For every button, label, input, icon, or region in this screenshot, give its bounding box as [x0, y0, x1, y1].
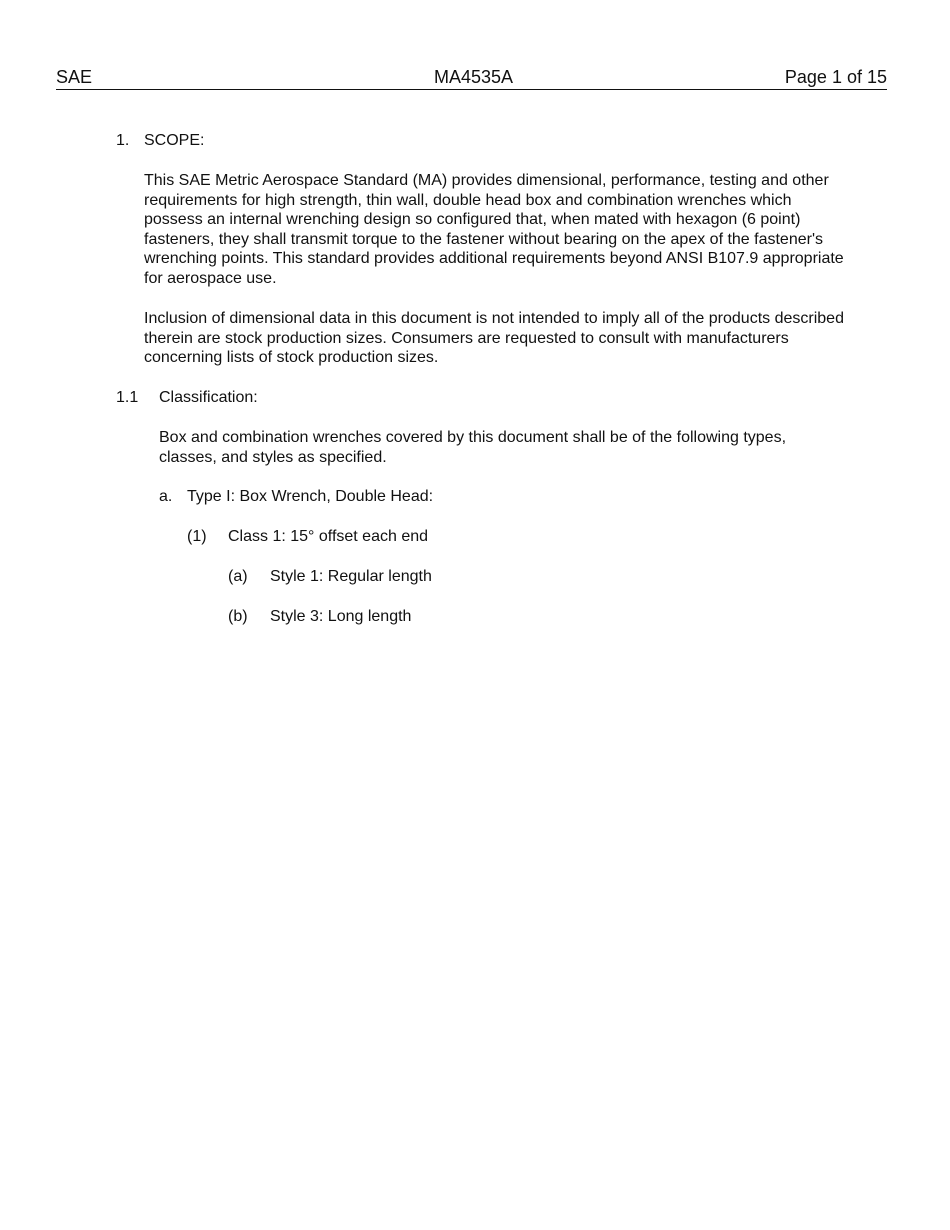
section-1-1-title: Classification:	[159, 389, 258, 406]
scope-paragraph-1: This SAE Metric Aerospace Standard (MA) provides dimensional, performance, testing and other requirements for high strength, thin wall, double head box and combination wrenches which possess an internal wrenching design so configured that, when mated with hexagon (6 point) fasteners, they shall transmit torque to the fastener without bearing on the apex of the fastener's wrenching points. This standard provides additional requirements beyond ANSI B107.9 appropriate for aerospace use.	[144, 172, 844, 287]
classification-paragraph: Box and combination wrenches covered by this document shall be of the following types, classes, and styles as specified.	[159, 429, 787, 466]
section-1-title: SCOPE:	[144, 132, 205, 149]
header-page-number: Page 1 of 15	[784, 67, 887, 87]
list-label-a-sub: (a)	[228, 568, 248, 585]
section-1-1-number: 1.1	[116, 389, 139, 406]
list-text-class-1: Class 1: 15° offset each end	[228, 528, 429, 545]
list-text-style-1: Style 1: Regular length	[270, 568, 432, 585]
section-1-number: 1.	[116, 132, 130, 149]
list-label-1: (1)	[187, 528, 207, 545]
header-org: SAE	[56, 67, 93, 87]
scope-paragraph-2: Inclusion of dimensional data in this document is not intended to imply all of the products described therein are stock production sizes. Consumers are requested to consult with manufacturers concerning lists of stock production sizes.	[144, 310, 844, 366]
list-text-style-3: Style 3: Long length	[270, 608, 412, 625]
list-label-a: a.	[159, 488, 173, 505]
page-header	[56, 67, 887, 90]
list-text-type-1: Type I: Box Wrench, Double Head:	[187, 488, 434, 505]
header-doc-number: MA4535A	[434, 67, 514, 87]
list-label-b-sub: (b)	[228, 608, 248, 625]
